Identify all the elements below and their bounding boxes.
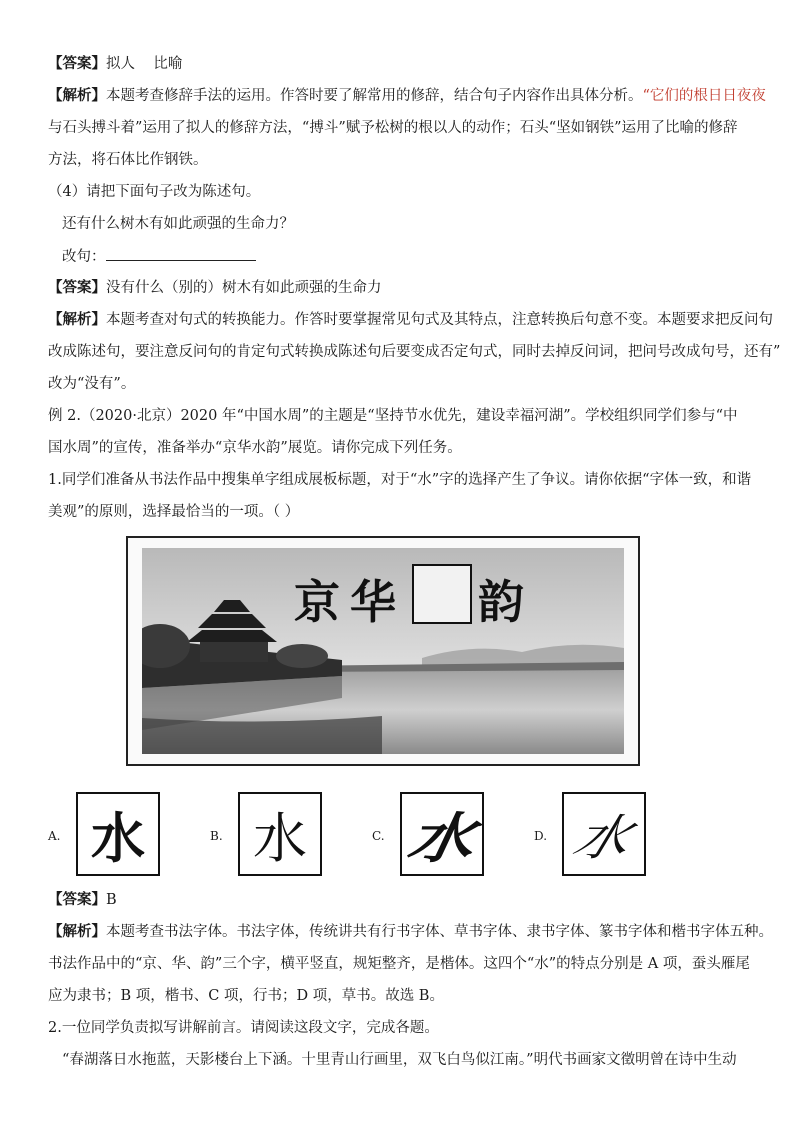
- task1-analysis-line-2: 书法作品中的“京、华、韵”三个字，横平竖直，规矩整齐，是楷体。这四个“水”的特点分别是 A 项，蚕头雁尾: [48, 956, 750, 972]
- analysis-tag: 【解析】: [48, 923, 106, 940]
- option-b-box[interactable]: [238, 792, 322, 876]
- banner-photo: [126, 536, 640, 766]
- q3-analysis-line-1: [48, 86, 764, 106]
- analysis-text: 本题考查对句式的转换能力。作答时要掌握常见句式及其特点，注意转换后句意不变。本题要求把反问句: [106, 312, 773, 328]
- task1-analysis-line-1: [48, 922, 773, 942]
- option-c-char: 水: [403, 806, 480, 870]
- banner-char-4: 韵: [478, 575, 526, 629]
- option-a-label: A.: [48, 829, 61, 843]
- task2-prompt: 2.一位同学负责拟写讲解前言。请阅读这段文字，完成各题。: [48, 1020, 439, 1036]
- q3-answer-line: [48, 54, 764, 74]
- banner-char-2: 华: [350, 575, 398, 629]
- banner-blank-box: [412, 564, 472, 624]
- task1-answer-line: [48, 890, 764, 910]
- option-c-label: C.: [372, 829, 385, 843]
- analysis-tag: 【解析】: [48, 87, 106, 104]
- answer-text: 没有什么（别的）树木有如此顽强的生命力: [106, 280, 382, 296]
- option-a-box[interactable]: [76, 792, 160, 876]
- answer-tag: 【答案】: [48, 891, 106, 908]
- rewrite-blank[interactable]: [106, 246, 256, 261]
- task1-analysis-line-3: 应为隶书；B 项，楷书、C 项，行书；D 项，草书。故选 B。: [48, 988, 444, 1004]
- q4-sentence: 还有什么树木有如此顽强的生命力？: [62, 216, 294, 232]
- q4-rewrite-line: [62, 246, 778, 267]
- q4-prompt: （4）请把下面句子改为陈述句。: [48, 184, 261, 200]
- task1-line-2: 美观”的原则，选择最恰当的一项。（ ）: [48, 504, 300, 520]
- q3-analysis-line-3: 方法，将石体比作钢铁。: [48, 152, 208, 168]
- banner-char-1: 京: [294, 575, 342, 629]
- option-b-char: 水: [253, 806, 307, 870]
- q4-analysis-line-1: [48, 310, 773, 330]
- task1-line-1: 1.同学们准备从书法作品中搜集单字组成展板标题，对于“水”字的选择产生了争议。请你依据“字体一致，和谐: [48, 472, 752, 488]
- analysis-tag: 【解析】: [48, 311, 106, 328]
- option-d-label: D.: [534, 829, 548, 843]
- q3-analysis-line-2: 与石头搏斗着”运用了拟人的修辞方法，“搏斗”赋予松树的根以人的动作；石头“坚如钢铁”运用了比喻的修辞: [48, 120, 738, 136]
- option-a-char: 水: [91, 806, 145, 870]
- analysis-text: 本题考查书法字体。书法字体，传统讲共有行书字体、草书字体、隶书字体、篆书字体和楷书字体五种。: [106, 924, 773, 940]
- option-b-label: B.: [210, 829, 223, 843]
- example2-intro-line-1: 例 2.（2020·北京）2020 年“中国水周”的主题是“坚持节水优先，建设幸福河湖”。学校组织同学们参与“中: [48, 408, 738, 424]
- option-c-box[interactable]: [400, 792, 484, 876]
- example2-intro-line-2: 国水周”的宣传，准备举办“京华水韵”展览。请你完成下列任务。: [48, 440, 462, 456]
- q4-analysis-line-2: 改成陈述句，要注意反问句的肯定句式转换成陈述句后要变成否定句式，同时去掉反问词，把问号改成句号，还有”: [48, 344, 781, 360]
- answer-text: 拟人 比喻: [106, 56, 183, 72]
- answer-tag: 【答案】: [48, 55, 106, 72]
- analysis-text: 本题考查修辞手法的运用。作答时要了解常用的修辞，结合句子内容作出具体分析。: [106, 88, 643, 104]
- answer-tag: 【答案】: [48, 279, 106, 296]
- answer-text: B: [106, 892, 117, 908]
- q4-answer-line: [48, 278, 764, 298]
- rewrite-label: 改句：: [62, 249, 106, 265]
- analysis-quote: “它们的根日日夜夜: [642, 88, 766, 104]
- q4-analysis-line-3: 改为“没有”。: [48, 376, 136, 392]
- poem-line: “春湖落日水拖蓝，天影楼台上下涵。十里青山行画里，双飞白鸟似江南。”明代书画家文徵明曾在诗中生动: [62, 1052, 737, 1068]
- option-d-char: 水: [566, 809, 640, 866]
- option-d-box[interactable]: [562, 792, 646, 876]
